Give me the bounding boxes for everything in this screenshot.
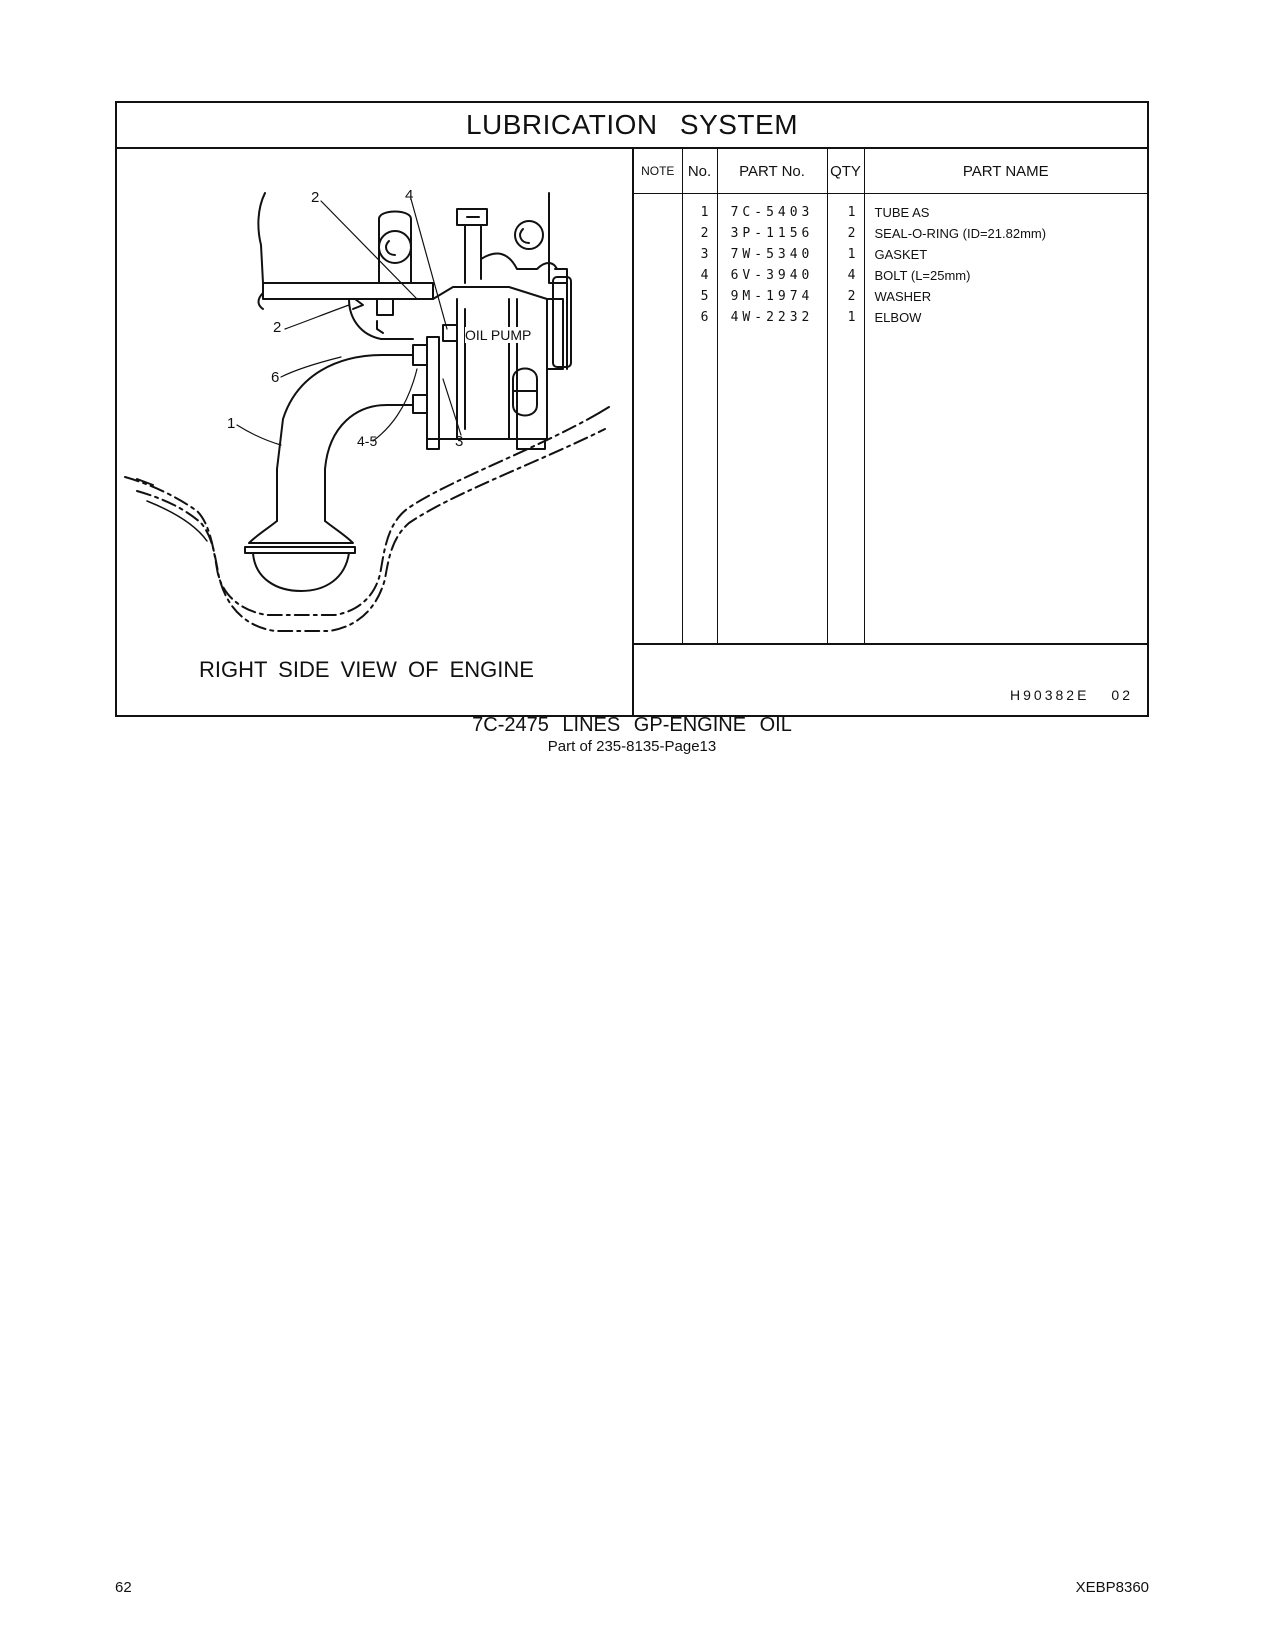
table-row	[634, 307, 1147, 328]
header-part-name: PART NAME	[864, 149, 1147, 194]
part-name: BOLT (L=25mm)	[874, 268, 971, 283]
part-name: GASKET	[874, 247, 928, 262]
quantity: 1	[827, 307, 864, 328]
table-row	[634, 223, 1147, 244]
part-number: 4W-2232	[717, 307, 827, 328]
callout-3: 3	[455, 433, 464, 450]
item-number: 6	[682, 307, 717, 328]
note-cell	[634, 286, 682, 307]
item-number: 3	[682, 244, 717, 265]
page-number: 62	[115, 1579, 132, 1596]
table-header-row	[634, 149, 1147, 194]
table-row	[634, 194, 1147, 224]
quantity: 4	[827, 265, 864, 286]
table-footer	[634, 643, 1147, 715]
quantity: 1	[827, 194, 864, 224]
view-caption: RIGHT SIDE VIEW OF ENGINE	[199, 657, 534, 682]
header-part-no: PART No.	[717, 149, 827, 194]
header-no: No.	[682, 149, 717, 194]
item-number: 2	[682, 223, 717, 244]
part-name: SEAL-O-RING (ID=21.82mm)	[874, 226, 1047, 241]
note-cell	[634, 194, 682, 224]
part-number: 7C-5403	[717, 194, 827, 224]
quantity: 2	[827, 286, 864, 307]
footer-revision: 02	[1111, 687, 1133, 703]
part-name: WASHER	[874, 289, 932, 304]
group-reference: Part of 235-8135-Page13	[547, 738, 717, 755]
part-name: TUBE AS	[874, 205, 930, 220]
quantity: 1	[827, 244, 864, 265]
part-number: 9M-1974	[717, 286, 827, 307]
section-title: LUBRICATION SYSTEM	[117, 103, 1147, 149]
callout-2-left: 2	[273, 319, 282, 336]
group-title: 7C-2475 LINES GP-ENGINE OIL	[472, 714, 792, 736]
parts-table	[634, 149, 1147, 643]
part-number: 6V-3940	[717, 265, 827, 286]
part-number: 7W-5340	[717, 244, 827, 265]
table-row	[634, 286, 1147, 307]
quantity: 2	[827, 223, 864, 244]
callout-1: 1	[227, 415, 236, 432]
oil-pump-label: OIL PUMP	[465, 327, 532, 343]
note-cell	[634, 307, 682, 328]
table-row	[634, 244, 1147, 265]
parts-frame	[115, 101, 1149, 717]
illustration-code	[1010, 687, 1133, 703]
part-number: 3P-1156	[717, 223, 827, 244]
document-id: XEBP8360	[1075, 1579, 1149, 1596]
parts-list	[634, 149, 1147, 715]
item-number: 4	[682, 265, 717, 286]
engine-illustration	[117, 149, 634, 715]
table-row	[634, 265, 1147, 286]
note-cell	[634, 265, 682, 286]
callout-4: 4	[405, 187, 414, 204]
part-name: ELBOW	[874, 310, 922, 325]
item-number: 5	[682, 286, 717, 307]
note-cell	[634, 244, 682, 265]
header-note: NOTE	[634, 149, 682, 194]
note-cell	[634, 223, 682, 244]
callout-4-5: 4-5	[357, 433, 378, 449]
engine-drawing	[117, 149, 632, 715]
callout-6: 6	[271, 369, 280, 386]
header-qty: QTY	[827, 149, 864, 194]
callout-2-top: 2	[311, 189, 320, 206]
table-filler-row	[634, 328, 1147, 643]
footer-code: H90382E	[1010, 687, 1090, 703]
item-number: 1	[682, 194, 717, 224]
